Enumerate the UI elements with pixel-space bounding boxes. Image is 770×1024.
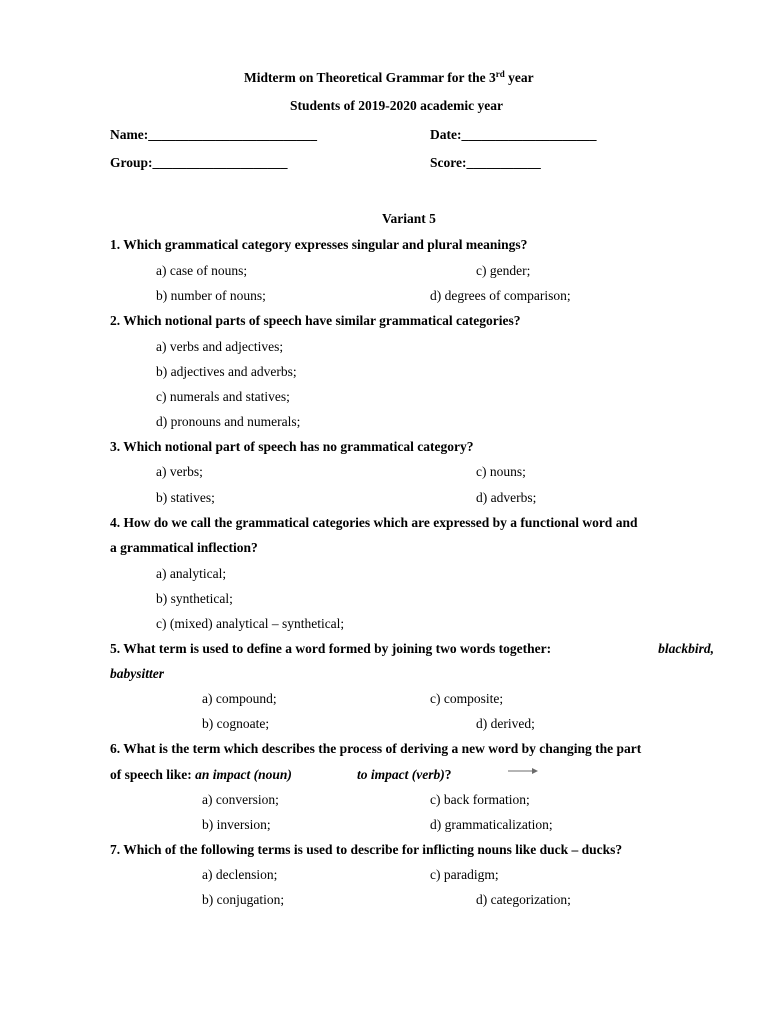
group-field: Group:____________________ — [110, 155, 288, 170]
q2-option-a: a) verbs and adjectives; — [156, 339, 284, 354]
question-6-example-to: to impact (verb)? — [357, 767, 452, 782]
q3-option-b: b) statives; — [156, 490, 215, 505]
question-7: 7. Which of the following terms is used to describe for inflicting nouns like duck – ducks? — [110, 842, 623, 857]
q4-option-c: c) (mixed) analytical – synthetical; — [156, 616, 345, 631]
q7-option-c: c) paradigm; — [430, 867, 499, 882]
q4-option-b: b) synthetical; — [156, 591, 233, 606]
question-6-line2: of speech like: an impact (noun) — [110, 767, 292, 782]
q5-option-d: d) derived; — [476, 716, 535, 731]
q3-option-c: c) nouns; — [476, 464, 526, 479]
question-4-line2: a grammatical inflection? — [110, 540, 258, 555]
q2-option-d: d) pronouns and numerals; — [156, 414, 301, 429]
q1-option-b: b) number of nouns; — [156, 288, 266, 303]
page-title: Midterm on Theoretical Grammar for the 3rd year — [244, 69, 534, 85]
question-2: 2. Which notional parts of speech have similar grammatical categories? — [110, 313, 521, 328]
q7-option-a: a) declension; — [202, 867, 278, 882]
question-6-line1: 6. What is the term which describes the process of deriving a new word by changing the part — [110, 741, 642, 756]
name-field: Name:_________________________ — [110, 127, 317, 142]
question-5-line1: 5. What term is used to define a word formed by joining two words together: blackbird, — [110, 641, 714, 656]
q6-option-d: d) grammaticalization; — [430, 817, 553, 832]
q1-option-a: a) case of nouns; — [156, 263, 248, 278]
q1-option-c: c) gender; — [476, 263, 531, 278]
q2-option-c: c) numerals and statives; — [156, 389, 290, 404]
q5-example: blackbird, — [658, 641, 714, 656]
q6-option-b: b) inversion; — [202, 817, 271, 832]
q2-option-b: b) adjectives and adverbs; — [156, 364, 297, 379]
score-field: Score:___________ — [430, 155, 541, 170]
q4-option-a: a) analytical; — [156, 566, 227, 581]
q5-option-a: a) compound; — [202, 691, 277, 706]
q5-option-b: b) cognoate; — [202, 716, 270, 731]
q7-option-d: d) categorization; — [476, 892, 571, 907]
question-1: 1. Which grammatical category expresses singular and plural meanings? — [110, 237, 528, 252]
question-4-line1: 4. How do we call the grammatical categories which are expressed by a functional word and — [110, 515, 638, 530]
q3-option-d: d) adverbs; — [476, 490, 537, 505]
q6-option-c: c) back formation; — [430, 792, 530, 807]
date-field: Date:____________________ — [430, 127, 597, 142]
q7-option-b: b) conjugation; — [202, 892, 285, 907]
question-3: 3. Which notional part of speech has no grammatical category? — [110, 439, 474, 454]
page-subtitle: Students of 2019-2020 academic year — [290, 98, 503, 113]
right-arrow-icon — [508, 766, 538, 776]
q6-option-a: a) conversion; — [202, 792, 279, 807]
variant-heading: Variant 5 — [382, 211, 436, 226]
q3-option-a: a) verbs; — [156, 464, 203, 479]
q1-option-d: d) degrees of comparison; — [430, 288, 571, 303]
q5-example-cont: babysitter — [110, 666, 164, 681]
q5-option-c: c) composite; — [430, 691, 504, 706]
